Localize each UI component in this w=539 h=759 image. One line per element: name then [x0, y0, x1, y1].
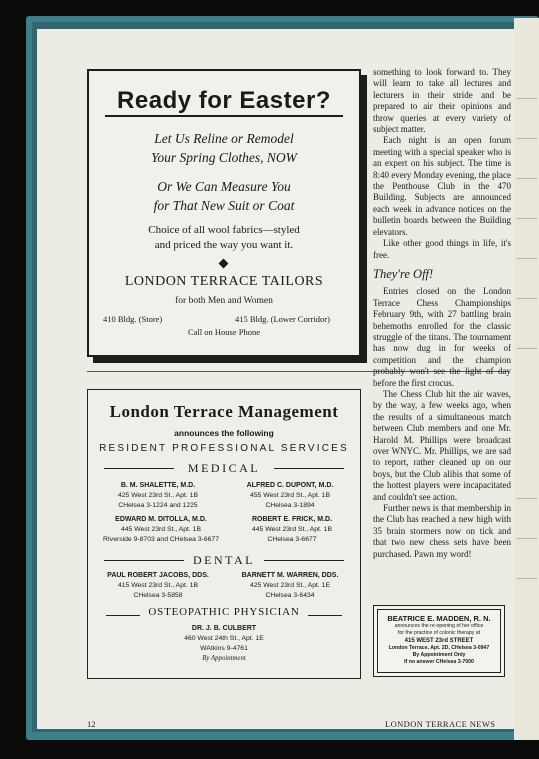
- doctor-entry: [226, 481, 354, 511]
- doctor-address: 425 West 23rd St., Apt. 1B: [118, 492, 198, 499]
- dentist-address: 425 West 23rd St., Apt. 1E: [250, 582, 330, 589]
- article-paragraph: Each night is an open forum meeting with a special speaker who is an expert on his subject. The time is 8:40 every Monday evening, the place the Penthouse Club in the 470 Building. Subjects are announced each week in advance notices on the bulletin boards between the Building elevators.: [373, 135, 511, 237]
- dental-label: DENTAL: [192, 553, 256, 567]
- publication-name: LONDON TERRACE NEWS: [385, 719, 496, 729]
- dentist-name: PAUL ROBERT JACOBS, DDS.: [107, 572, 209, 579]
- fabric-line-2: and priced the way you want it.: [154, 239, 294, 251]
- page-number: 12: [87, 719, 96, 729]
- doctor-address: 445 West 23rd St., Apt. 1B: [121, 526, 201, 533]
- article-paragraph: Further news is that membership in the Club has reached a new high with 35 brain stormers now on tick and that two new chess sets have been purchased. Pawn my word!: [373, 503, 511, 559]
- fabric-line-1: Choice of all wool fabrics—styled: [148, 224, 300, 236]
- doctor-entry: [94, 515, 228, 545]
- tailors-line-1: Let Us Reline or Remodel: [154, 131, 294, 146]
- tailors-ad-title: Ready for Easter?: [117, 87, 331, 114]
- doctor-address: 455 West 23rd St., Apt. 1B: [250, 492, 330, 499]
- tailors-call: Call on House Phone: [187, 327, 260, 337]
- dental-section-heading: [104, 553, 344, 568]
- title-underline: [105, 115, 343, 117]
- doctor-phone: CHelsea 3-1894: [265, 502, 315, 509]
- doctor-name: ALFRED C. DUPONT, M.D.: [246, 482, 334, 489]
- tailors-name: LONDON TERRACE TAILORS: [124, 274, 324, 289]
- doctor-entry: [228, 515, 356, 545]
- nurse-line: announces the re-opening of her office: [394, 623, 484, 629]
- dentist-name: BARNETT M. WARREN, DDS.: [241, 572, 339, 579]
- article-heading: They're Off!: [373, 266, 434, 281]
- management-title: London Terrace Management: [109, 402, 339, 421]
- article-paragraph: something to look forward to. They will learn to take all lectures and lecturers in their stride and be prepared to air their opinions and throw queries at every variety of subject matter.: [373, 67, 511, 135]
- doctor-address: 445 West 23rd St., Apt. 1B: [252, 526, 332, 533]
- services-heading: RESIDENT PROFESSIONAL SERVICES: [99, 443, 349, 454]
- doctor-name: ROBERT E. FRICK, M.D.: [251, 516, 333, 523]
- tailors-bldg-corridor: 415 Bldg. (Lower Corridor): [235, 314, 330, 324]
- article-paragraph: The Chess Club hit the air waves, by the way, a few weeks ago, when the results of a simultaneous match between Club members and one Mr. Harold M. Phillips were broadcast over WNYC. Mr. Phillips, we are sad to report, rather cleaned up on our boys, but the Club alibis that some of the hottest players were incapacitated and couldn't see action.: [373, 388, 511, 502]
- doctor-name: B. M. SHALETTE, M.D.: [120, 482, 196, 489]
- medical-label: MEDICAL: [187, 461, 261, 475]
- nurse-name: BEATRICE E. MADDEN, R. N.: [387, 614, 491, 623]
- dentist-entry: [226, 571, 354, 601]
- nurse-alt-phone: If no answer CHelsea 3-7000: [404, 659, 474, 665]
- nurse-line: for the practice of colonic therapy at: [397, 630, 481, 636]
- article-paragraph: Entries closed on the London Terrace Chess Championships February 9th, with 27 battling brain behemoths enrolled for the classic struggle of the titans. The tournament has now dug in for weeks of competition and the champion probably won't see the light of day before the first crocus.: [373, 286, 511, 388]
- doctor-name: EDWARD M. DITOLLA, M.D.: [115, 516, 207, 523]
- management-advertisement: [87, 389, 361, 679]
- nurse-address: 415 WEST 23rd STREET: [404, 638, 474, 644]
- osteopath-appointment: By Appointment: [202, 655, 246, 662]
- tailors-for-both: for both Men and Women: [175, 296, 273, 306]
- doctor-entry: [94, 481, 222, 511]
- medical-section-heading: [104, 461, 344, 476]
- tailors-line-4: for That New Suit or Coat: [153, 198, 295, 213]
- nurse-appointment: By Appointment Only: [412, 652, 466, 658]
- osteopath-address: 460 West 24th St., Apt. 1E: [184, 635, 264, 642]
- doctor-phone: CHelsea 3-1224 and 1225: [118, 502, 198, 509]
- diamond-ornament-icon: [219, 259, 229, 269]
- doctor-phone: CHelsea 3-6677: [267, 536, 317, 543]
- tailors-line-3: Or We Can Measure You: [157, 179, 291, 194]
- nurse-advertisement: [373, 605, 505, 677]
- osteopath-name: DR. J. B. CULBERT: [191, 625, 257, 632]
- nurse-apartment: London Terrace, Apt. 2D, CHelsea 3-0947: [388, 645, 490, 651]
- article-column: [373, 67, 511, 560]
- dentist-entry: [94, 571, 222, 601]
- dentist-phone: CHelsea 3-5858: [133, 592, 183, 599]
- article-paragraph: Like other good things in life, it's free.: [373, 238, 511, 260]
- dentist-address: 415 West 23rd St., Apt. 1B: [118, 582, 198, 589]
- adjacent-page-edge: [514, 18, 539, 740]
- osteopath-entry: [160, 624, 288, 664]
- doctor-phone: RIverside 9-8703 and CHelsea 3-6677: [103, 536, 219, 543]
- tailors-bldg-store: 410 Bldg. (Store): [103, 314, 163, 324]
- osteo-rule-right: [308, 615, 342, 616]
- magazine-page: [37, 29, 514, 729]
- tailors-advertisement: [87, 69, 361, 357]
- osteopath-phone: WAtkins 9-4761: [200, 645, 248, 652]
- tailors-line-2: Your Spring Clothes, NOW: [151, 150, 297, 165]
- dentist-phone: CHelsea 3-6434: [265, 592, 315, 599]
- osteopathic-heading: OSTEOPATHIC PHYSICIAN: [148, 606, 300, 618]
- management-announces: announces the following: [174, 428, 274, 438]
